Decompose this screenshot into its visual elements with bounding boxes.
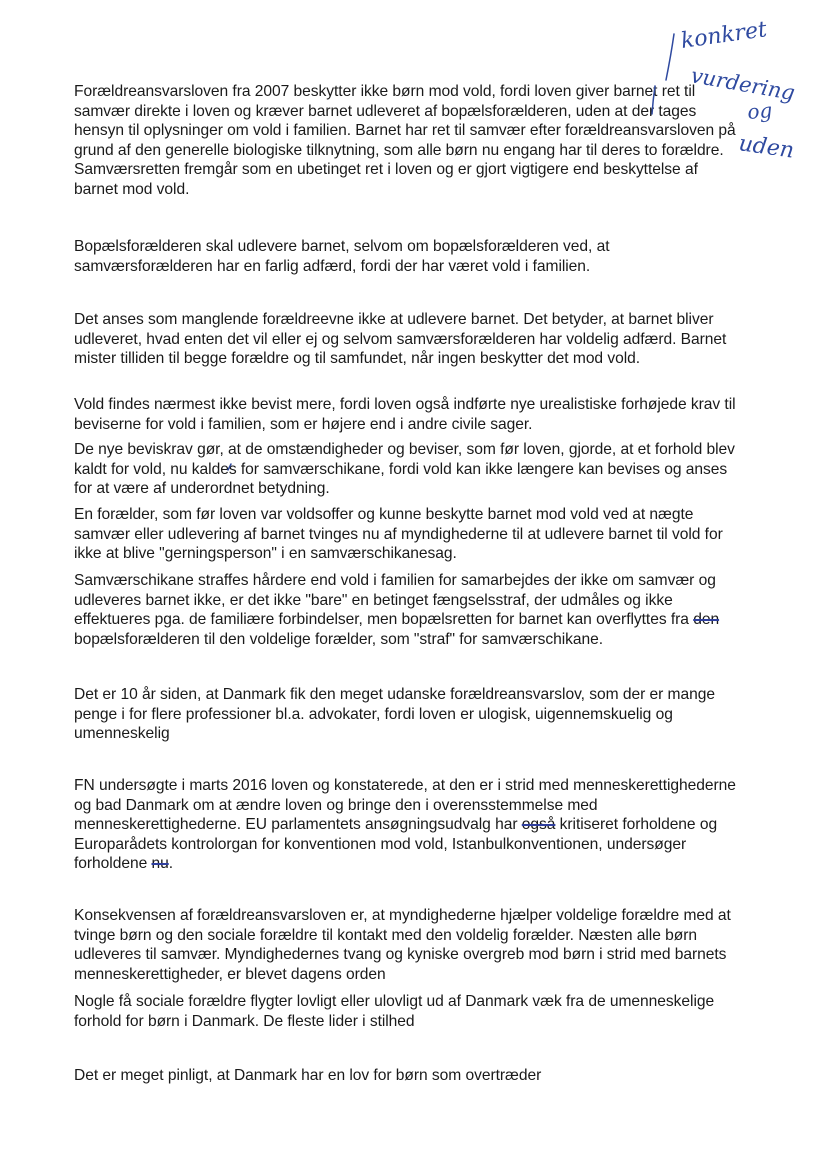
paragraph-bopael: Bopælsforælderen skal udlevere barnet, selvom om bopælsforælderen ved, at samværsforælderen har en farlig adfærd, fordi der har været vold i familien. [74, 238, 610, 275]
paragraph-pinligt: Det er meget pinligt, at Danmark har en lov for børn som overtræder [74, 1067, 542, 1084]
paragraph-flygter: Nogle få sociale forældre flygter lovligt eller ulovligt ud af Danmark væk fra de umenneskelige forhold for børn i Danmark. De fleste lider i stilhed [74, 993, 715, 1030]
paragraph-fn-text-1: FN undersøgte i marts 2016 loven og konstaterede, at den er i strid med menneskerettighederne og bad Danmark om at ændre loven og bringe den i overensstemmelse med menneskerettighederne. EU parlamentets ansøgningsudvalg har [74, 777, 736, 833]
paragraph-vold-bevist: Vold findes nærmest ikke bevist mere, fordi loven også indførte nye urealistiske forhøjede krav til beviserne for vold i familien, som er højere end i andre civile sager. [74, 396, 736, 433]
struck-word-den: den [693, 611, 720, 628]
handwritten-line-2: vurdering [689, 63, 797, 106]
handwritten-line-3: og [746, 97, 774, 124]
paragraph-voldsoffer: En forælder, som før loven var voldsoffer og kunne beskytte barnet mod vold ved at nægte samvær eller udlevering af barnet tvinges nu af myndighederne til at udlevere barnet til vold for ikke at blive "gerningsperson" i en samværschikanesag. [74, 506, 723, 562]
paragraph-ti-aar: Det er 10 år siden, at Danmark fik den meget udanske forældreansvarslov, som der er mange penge i for flere professioner bl.a. advokater, fordi loven er ulogisk, uigennemskuelig og umenneskelig [74, 686, 715, 742]
paragraph-fn [74, 776, 746, 874]
paragraph-fn-text-2: kritiseret forholdene og Europarådets kontrolorgan for konventionen mod vold, Istanbulkonventionen, undersøger forholdene [74, 816, 718, 872]
struck-word-ogsaa: også [521, 816, 556, 833]
paragraph-intro: Forældreansvarsloven fra 2007 beskytter ikke børn mod vold, fordi loven giver barnet ret til samvær direkte i loven og kræver barnet udleveret af bopælsforælderen, uden at der tages hensyn til oplysninger om vold i familien. Barnet har ret til samvær efter forældreansvarsloven på grund af den generelle biologiske tilknytning, som alle børn nu engang har til deres to forældre. Samværsretten fremgår som en ubetinget ret i loven og er gjort vigtigere end beskyttelse af barnet mod vold. [74, 83, 736, 198]
handwritten-line-1: konkret [679, 17, 769, 54]
handwritten-margin-stroke [666, 34, 674, 80]
paragraph-samvaerschikane-text-1: Samværschikane straffes hårdere end vold i familien for samarbejdes der ikke om samvær og udleveres barnet ikke, er det ikke "bare" en betinget fængselsstraf, der udmåles og ikke effektueres pga. de familiære forbindelser, men bopælsretten for barnet kan overflyttes fra [74, 572, 716, 628]
handwritten-line-4: uden [737, 131, 796, 164]
paragraph-konsekvens: Konsekvensen af forældreansvarsloven er, at myndighederne hjælper voldelige forældre med at tvinge børn og den sociale forældre til kontakt med den voldelig forælder. Næsten alle børn udleveres til samvær. Myndighedernes tvang og kyniske overgreb mod børn i strid med barnets menneskerettigheder, er blevet dagens orden [74, 907, 731, 983]
paragraph-samvaerschikane [74, 571, 746, 649]
paragraph-foraeldreevne: Det anses som manglende forældreevne ikke at udlevere barnet. Det betyder, at barnet bliver udleveret, hvad enten det vil eller ej og selvom samværsforælderen har voldelig adfærd. Barnet mister tilliden til begge forældre og til samfundet, når ingen beskytter det mod vold. [74, 311, 727, 367]
paragraph-beviskrav: De nye beviskrav gør, at de omstændigheder og beviser, som før loven, gjorde, at et forhold blev kaldt for vold, nu kaldes for samværschikane, fordi vold kan ikke længere kan bevises og anses for at være af underordnet betydning. [74, 441, 735, 497]
paragraph-samvaerschikane-text-2: bopælsforælderen til den voldelige forælder, som "straf" for samværschikane. [74, 630, 604, 648]
struck-word-nu: nu [151, 855, 169, 872]
paragraph-fn-text-3: . [168, 855, 174, 872]
